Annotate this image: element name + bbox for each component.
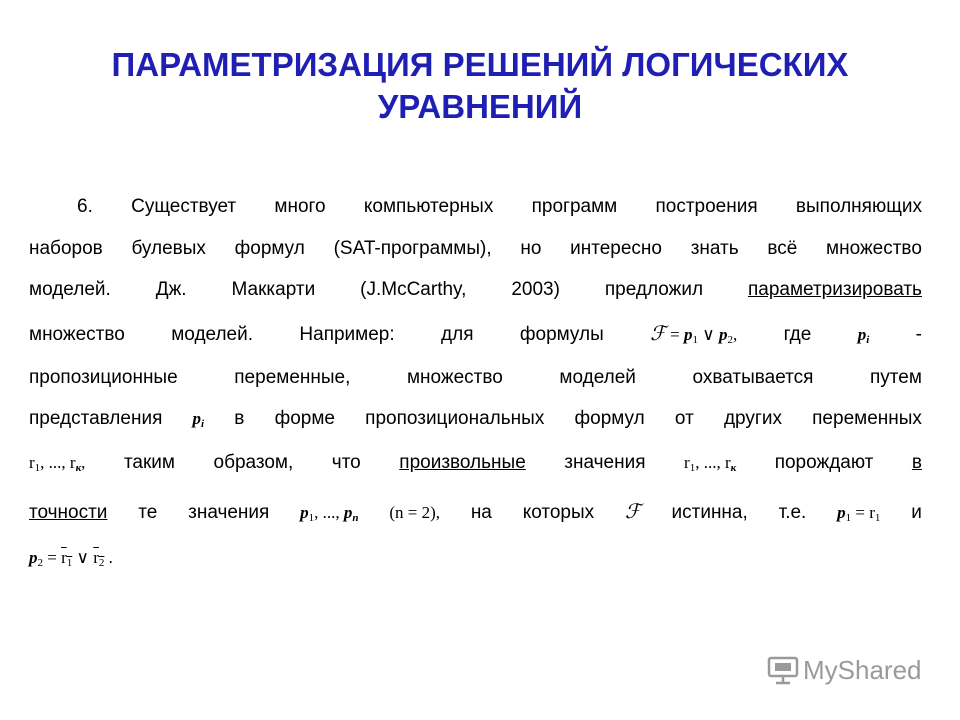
word: моделей.: [171, 324, 254, 345]
word: интересно: [570, 238, 662, 259]
word: много: [274, 196, 326, 217]
slide-title: [0, 44, 960, 128]
word: 2003): [511, 279, 560, 300]
word: охватывается: [692, 367, 814, 388]
word: т.е.: [778, 502, 807, 523]
formula-n-equals-2: (n = 2),: [389, 503, 440, 522]
word: формулы: [519, 324, 604, 345]
formula-f-equals-p1-or-p2: ℱ = $p_1$ ∨ $p_2$,: [650, 323, 738, 346]
word: моделей: [559, 367, 636, 388]
paragraph-line-5: [29, 367, 922, 397]
word: значения: [188, 502, 270, 523]
word: формул: [574, 408, 645, 429]
word: переменные,: [234, 367, 351, 388]
word: значения: [564, 452, 646, 473]
word: на: [470, 502, 492, 523]
paragraph-line-9: [29, 548, 922, 578]
presentation-board-icon: [767, 654, 799, 686]
word: -: [915, 324, 922, 345]
paragraph-line-8: [29, 499, 922, 529]
word: таким: [123, 452, 175, 473]
underlined-word: точности: [29, 502, 108, 523]
word: в: [234, 408, 245, 429]
myshared-logo: [767, 652, 922, 688]
underlined-word: параметризировать: [747, 279, 922, 300]
word: форме: [274, 408, 335, 429]
word: для: [441, 324, 474, 345]
word: моделей.: [29, 279, 111, 300]
word: булевых: [131, 238, 206, 259]
formula-p2-equals-not-r1-or-not-r2: $p_2 = r_1$ ∨ $r_2$ .: [29, 548, 113, 569]
formula-f: ℱ: [624, 501, 641, 523]
word: образом,: [213, 452, 294, 473]
word: множество: [826, 238, 922, 259]
formula-p-i: $p_i$: [192, 409, 205, 430]
word: истинна,: [671, 502, 748, 523]
word: Маккарти: [231, 279, 316, 300]
word: пропозициональных: [365, 408, 545, 429]
word: других: [723, 408, 782, 429]
title-line-1: ПАРАМЕТРИЗАЦИЯ РЕШЕНИЙ ЛОГИЧЕСКИХ: [111, 46, 849, 83]
formula-p1-pn: $p_1$, ..., $p_n$: [300, 503, 359, 524]
paragraph-line-3: [29, 279, 922, 309]
word: множество: [406, 367, 503, 388]
word: от: [674, 408, 694, 429]
word: пропозиционные: [29, 367, 178, 388]
word: предложил: [604, 279, 704, 300]
formula-r1-rk: $r_1$, ..., $r_к$,: [29, 453, 86, 474]
formula-p-i: $p_i$: [857, 325, 870, 346]
word: компьютерных: [363, 196, 494, 217]
logo-text: MyShared: [803, 654, 922, 685]
word: построения: [655, 196, 758, 217]
underlined-word: произвольные: [399, 452, 526, 473]
word: (SAT-программы),: [333, 238, 492, 259]
word: (J.McCarthy,: [360, 279, 467, 300]
word: что: [331, 452, 361, 473]
word: которых: [522, 502, 595, 523]
word: всё: [767, 238, 798, 259]
formula-r1-rk: $r_1$, ..., $r_к$: [684, 453, 737, 474]
paragraph-line-2: [29, 238, 922, 268]
word: знать: [690, 238, 739, 259]
word: порождают: [774, 452, 874, 473]
word: программ: [531, 196, 618, 217]
word: Дж.: [155, 279, 187, 300]
word: формул: [234, 238, 305, 259]
word: 6.: [77, 196, 93, 217]
title-line-2: УРАВНЕНИЙ: [377, 88, 583, 125]
word: Существует: [131, 196, 237, 217]
word: переменных: [812, 408, 922, 429]
word: где: [783, 324, 812, 345]
paragraph-line-6: [29, 408, 922, 438]
word: выполняющих: [795, 196, 922, 217]
underlined-word: в: [911, 452, 922, 473]
formula-p1-equals-r1: $p_1 = r_1$: [837, 503, 881, 524]
word: Например:: [299, 324, 395, 345]
word: множество: [29, 324, 125, 345]
paragraph-line-4: [29, 321, 922, 351]
word: наборов: [29, 238, 103, 259]
word: но: [520, 238, 542, 259]
paragraph-line-7: [29, 452, 922, 482]
paragraph-line-1: [77, 196, 922, 226]
word: и: [911, 502, 922, 523]
word: представления: [29, 408, 163, 429]
word: те: [138, 502, 158, 523]
word: путем: [870, 367, 922, 388]
